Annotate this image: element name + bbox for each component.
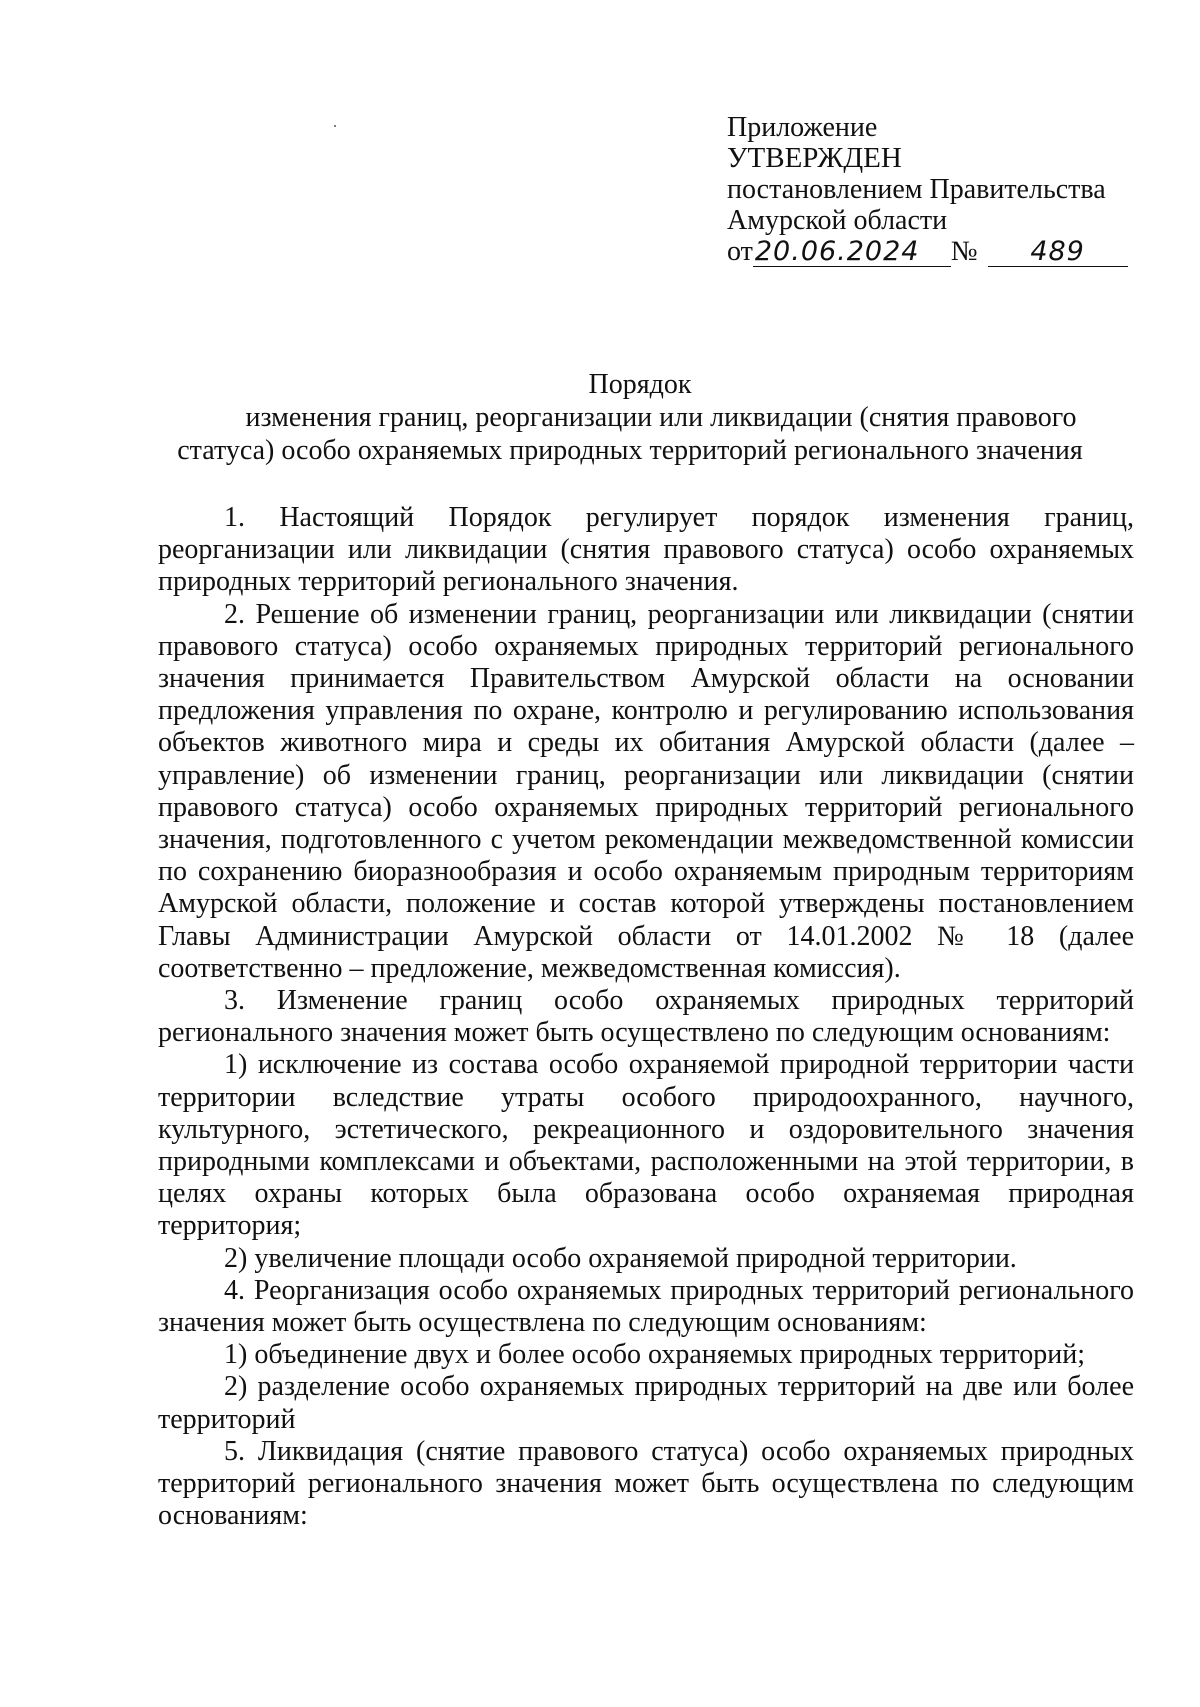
paragraph-3-item-2: 2) увеличение площади особо охраняемой природной территории.	[224, 1242, 1017, 1274]
approved-label: УТВЕРЖДЕН	[727, 142, 902, 174]
paragraph-1: 1. Настоящий Порядок регулирует порядок изменения границ, реорганизации или ликвидации (снятия правового статуса) особо охраняемых природных территорий регионального значения.	[158, 502, 1134, 598]
paragraph-4-item-1: 1) объединение двух и более особо охраняемых природных территорий;	[224, 1339, 1086, 1371]
date-prefix: от	[727, 236, 753, 267]
region-line: Амурской области	[727, 205, 948, 236]
decree-line: постановлением Правительства	[727, 174, 1106, 205]
document-body	[158, 502, 1134, 1533]
number-sign: №	[950, 236, 978, 267]
appendix-label: Приложение	[727, 112, 878, 143]
paragraph-4: 4. Реорганизация особо охраняемых природных территорий регионального значения может быть осуществлена по следующим основаниям:	[158, 1274, 1134, 1339]
document-subtitle-line-1: изменения границ, реорганизации или ликвидации (снятия правового	[245, 402, 1077, 433]
paragraph-2: 2. Решение об изменении границ, реорганизации или ликвидации (снятии правового статуса) особо охраняемых природных территорий регионального значения принимается Правительством Амурской области на основании предложения управления по охране, контролю и регулированию использования объектов животного мира и среды их обитания Амурской области (далее – управление) об изменении границ, реорганизации или ликвидации (снятии правового статуса) особо охраняемых природных территорий регионального значения, подготовленного с учетом рекомендации межведомственной комиссии по сохранению биоразнообразия и особо охраняемым природным территориям Амурской области, положение и состав которой утверждены постановлением Главы Администрации Амурской области от 14.01.2002 № 18 (далее соответственно – предложение, межведомственная комиссия).	[158, 598, 1134, 984]
scan-speck	[334, 125, 336, 127]
handwritten-date: 20.06.2024	[753, 238, 951, 267]
document-title: Порядок	[588, 369, 692, 400]
handwritten-number: 489	[988, 238, 1128, 267]
paragraph-3: 3. Изменение границ особо охраняемых природных территорий регионального значения может быть осуществлено по следующим основаниям:	[158, 985, 1134, 1049]
date-number-line	[727, 236, 1147, 267]
paragraph-4-item-2: 2) разделение особо охраняемых природных территорий на две или более территорий	[158, 1371, 1134, 1435]
paragraph-3-item-1: 1) исключение из состава особо охраняемой природной территории части территории вследствие утраты особого природоохранного, научного, культурного, эстетического, рекреационного и оздоровительного значения природными комплексами и объектами, расположенными на этой территории, в целях охраны которых была образована особо охраняемая природная территория;	[158, 1049, 1134, 1242]
paragraph-5: 5. Ликвидация (снятие правового статуса) особо охраняемых природных территорий регионального значения может быть осуществлена по следующим основаниям:	[158, 1435, 1134, 1532]
approval-block	[727, 112, 1147, 267]
document-subtitle-line-2: статуса) особо охраняемых природных территорий регионального значения	[177, 435, 1083, 466]
